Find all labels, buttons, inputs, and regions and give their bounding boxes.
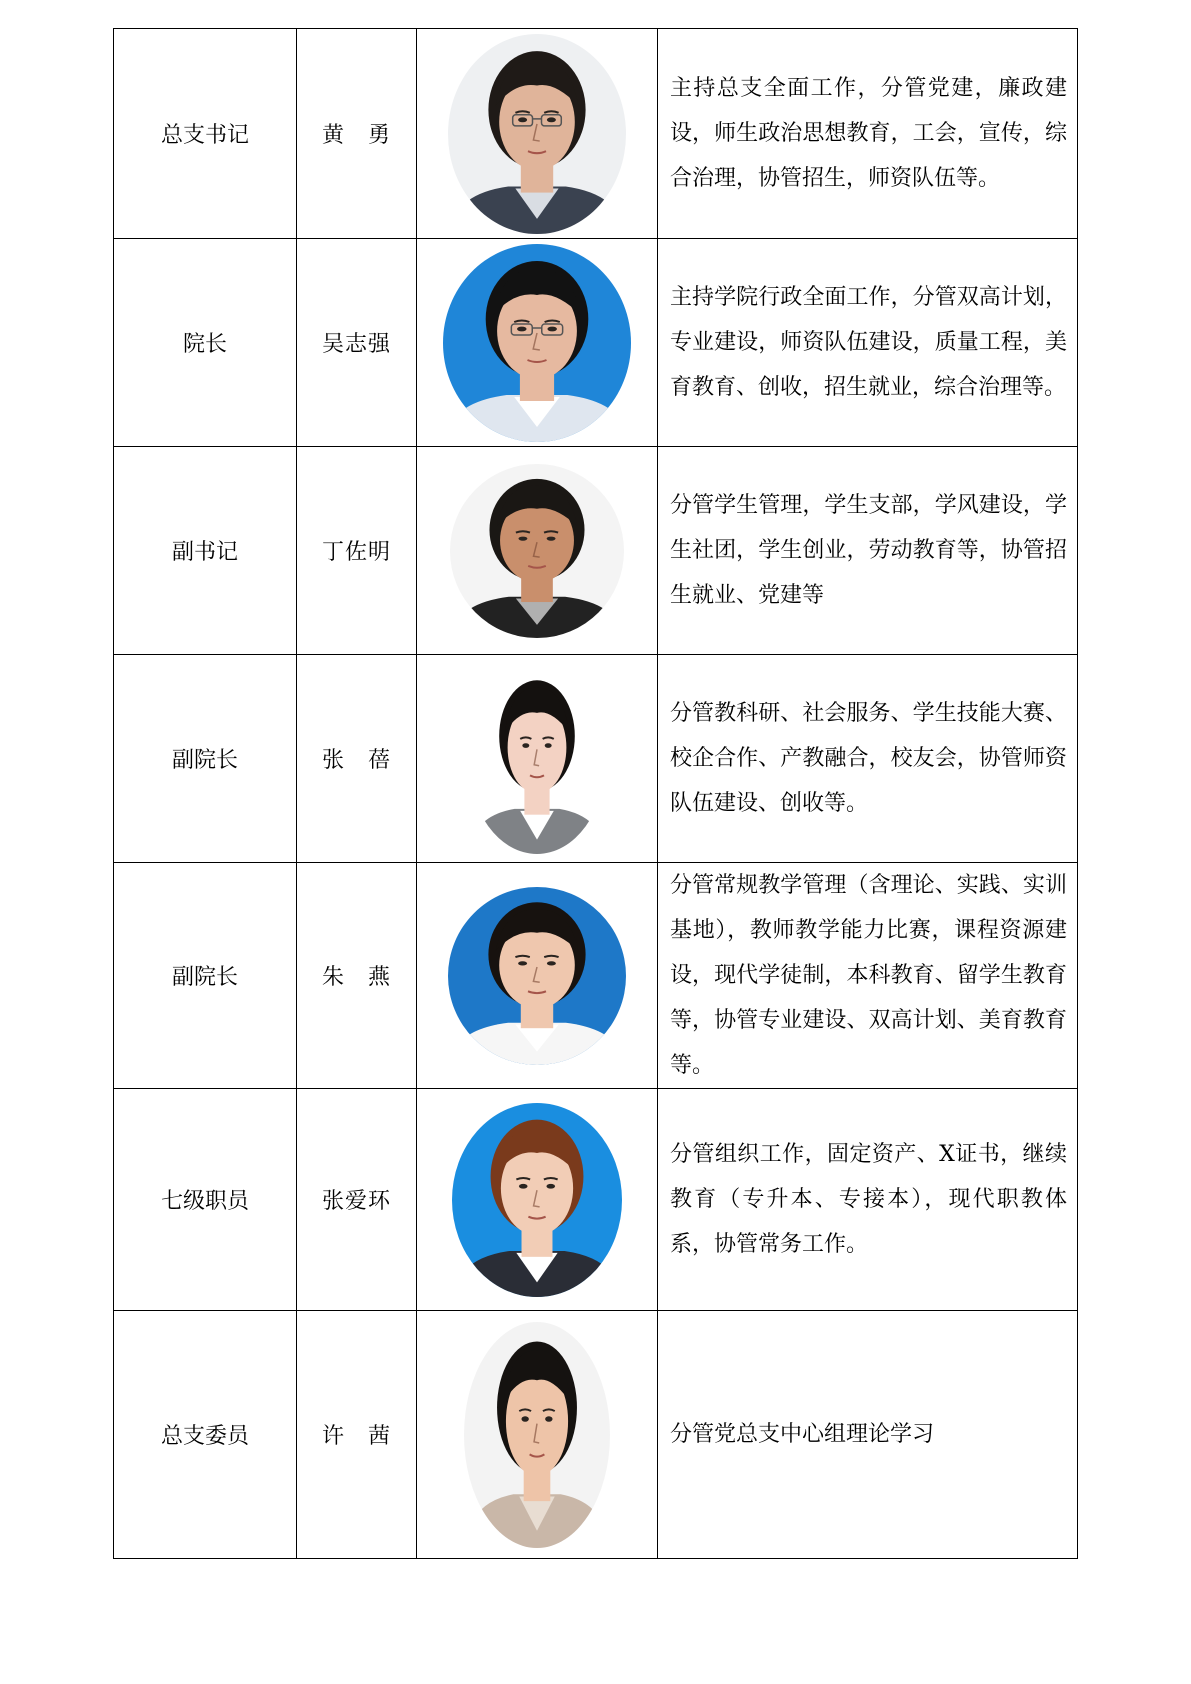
position-title: 七级职员 <box>114 1089 297 1311</box>
duties-text: 分管教科研、社会服务、学生技能大赛、校企合作、产教融合，校友会，协管师资队伍建设、创收等。 <box>658 655 1078 863</box>
portrait-photo <box>449 463 625 639</box>
duties-text: 分管党总支中心组理论学习 <box>658 1311 1078 1559</box>
portrait-cell <box>417 239 658 447</box>
portrait-photo <box>447 886 627 1066</box>
staff-row <box>114 447 1078 655</box>
portrait-cell <box>417 863 658 1089</box>
staff-row <box>114 863 1078 1089</box>
portrait-cell <box>417 1311 658 1559</box>
position-title: 副院长 <box>114 863 297 1089</box>
portrait-photo <box>467 663 607 855</box>
position-title: 院长 <box>114 239 297 447</box>
staff-row <box>114 1311 1078 1559</box>
portrait-photo <box>463 1321 611 1549</box>
portrait-cell <box>417 655 658 863</box>
person-name: 丁佐明 <box>297 447 417 655</box>
position-title: 副院长 <box>114 655 297 863</box>
person-name: 朱 燕 <box>297 863 417 1089</box>
staff-row <box>114 1089 1078 1311</box>
person-name: 黄 勇 <box>297 29 417 239</box>
portrait-cell <box>417 447 658 655</box>
duties-text: 分管学生管理，学生支部，学风建设，学生社团，学生创业，劳动教育等，协管招生就业、党建等 <box>658 447 1078 655</box>
portrait-photo <box>442 243 632 443</box>
person-name: 许 茜 <box>297 1311 417 1559</box>
position-title: 总支书记 <box>114 29 297 239</box>
staff-row <box>114 655 1078 863</box>
position-title: 总支委员 <box>114 1311 297 1559</box>
position-title: 副书记 <box>114 447 297 655</box>
portrait-cell <box>417 29 658 239</box>
staff-table <box>113 28 1078 1559</box>
duties-text: 主持学院行政全面工作，分管双高计划，专业建设，师资队伍建设，质量工程，美育教育、创收，招生就业，综合治理等。 <box>658 239 1078 447</box>
staff-row <box>114 29 1078 239</box>
duties-text: 分管组织工作，固定资产、X证书，继续教育（专升本、专接本），现代职教体系，协管常务工作。 <box>658 1089 1078 1311</box>
duties-text: 主持总支全面工作，分管党建，廉政建设，师生政治思想教育，工会，宣传，综合治理，协管招生，师资队伍等。 <box>658 29 1078 239</box>
duties-text: 分管常规教学管理（含理论、实践、实训基地），教师教学能力比赛，课程资源建设，现代学徒制，本科教育、留学生教育等，协管专业建设、双高计划、美育教育等。 <box>658 863 1078 1089</box>
portrait-photo <box>451 1102 623 1298</box>
staff-row <box>114 239 1078 447</box>
portrait-cell <box>417 1089 658 1311</box>
person-name: 吴志强 <box>297 239 417 447</box>
person-name: 张 蓓 <box>297 655 417 863</box>
portrait-photo <box>447 33 627 235</box>
person-name: 张爱环 <box>297 1089 417 1311</box>
